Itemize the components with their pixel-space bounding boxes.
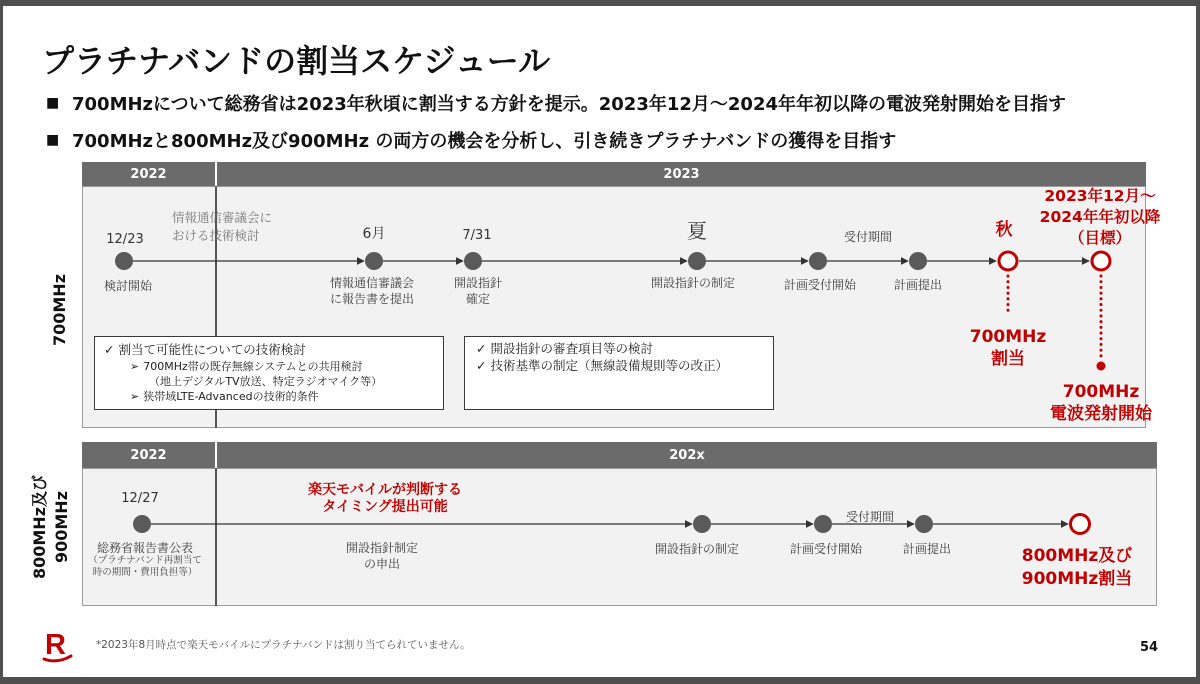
study-period-line: 情報通信審議会に [172,210,273,225]
checklist-text: 技術基準の制定（無線設備規則等の改正） [490,358,728,373]
milestone-label: 計画受付開始 [783,278,857,292]
milestone-label-line: 開設指針 [453,276,503,290]
milestone-label [346,540,418,572]
bullet-text: 700MHzについて総務省は2023年秋頃に割当する方針を提示。2023年12月～2024年年初以降の電波発射開始を目指す [72,94,1067,115]
study-period-note [172,209,272,245]
year-cell-202x: 202x [669,447,705,463]
target-result-line: 割当 [991,349,1025,369]
band-label-line: 900MHz [52,490,71,564]
milestone-label: 検討開始 [103,279,153,293]
year-cell-2022: 2022 [130,447,167,463]
checklist-subtext: 狭帯域LTE-Advancedの技術的条件 [143,390,319,403]
rakuten-logo [40,626,76,666]
milestone-label-line: の申出 [363,557,401,571]
target-result-line: 700MHz [1062,382,1140,402]
check-icon: ✓ [476,341,487,356]
target-ring-node [999,252,1017,270]
target-result [1022,545,1133,591]
study-period-line: おける技術検討 [172,228,260,243]
target-result [1050,381,1152,425]
target-timing-line: 2024年年初以降 [1039,208,1161,226]
milestone-date: 12/23 [106,232,144,247]
milestone-label: 計画受付開始 [789,542,863,556]
milestone-label: 開設指針の制定 [654,542,740,556]
bullet-square-icon: ■ [46,95,60,111]
check-icon: ✓ [476,358,487,373]
footnote: *2023年8月時点で楽天モバイルにプラチナバンドは割り当てられていません。 [96,639,471,651]
acceptance-period-label: 受付期間 [843,230,893,244]
target-timing-line: 2023年12月～ [1044,187,1156,205]
checklist-subtext: 700MHz帯の既存無線システムとの共用検討 [143,360,363,373]
timing-note-line: タイミング提出可能 [322,499,448,515]
milestone-node [693,515,711,533]
milestone-node [688,252,706,270]
checklist-text: 割当て可能性についての技術検討 [118,342,306,357]
milestone-node [464,252,482,270]
milestone-label: 開設指針の制定 [650,276,736,290]
acceptance-period-label: 受付期間 [845,510,895,524]
milestone-node [814,515,832,533]
bullet-square-icon: ■ [46,132,60,148]
target-result-line: 電波発射開始 [1050,404,1152,424]
logo-letter: R [45,629,66,661]
check-icon: ✓ [104,342,115,357]
target-ring-node [1092,252,1110,270]
milestone-date: 7/31 [462,228,492,243]
connector-end-dot [1097,362,1106,371]
milestone-node [909,252,927,270]
checklist-text: 開設指針の審査項目等の検討 [490,341,653,356]
timeline-800-900 [133,515,1090,534]
page-number: 54 [1140,640,1159,655]
milestone-label: 計画提出 [902,542,952,556]
target-timing [1040,186,1161,249]
target-ring-node [1071,515,1090,534]
milestone-node [915,515,933,533]
milestone-season: 夏 [687,219,707,243]
milestone-date: 12/27 [121,491,159,506]
timeline-700 [115,252,1110,371]
arrow-bullet-icon: ➢ [130,390,140,403]
timing-note [308,482,462,516]
target-result-line: 700MHz [969,327,1047,347]
milestone-label: 総務省報告書公表 [96,541,194,555]
milestone-note-line: （プラチナバンド再割当て [88,555,202,566]
target-season: 秋 [995,220,1013,240]
slide-title: プラチナバンドの割当スケジュール [42,42,551,80]
milestone-node [365,252,383,270]
band-label-line: 800MHz及び [30,474,49,580]
milestone-note-line: 時の期間・費用負担等） [92,567,198,578]
target-result-line: 900MHz割当 [1021,569,1133,589]
milestone-note [88,555,201,579]
milestone-node [809,252,827,270]
milestone-label: 計画提出 [893,278,943,292]
arrow-bullet-icon: ➢ [130,360,140,373]
target-result [970,326,1047,370]
band-label-700: 700MHz [50,273,69,347]
year-cell-2023: 2023 [663,166,700,182]
bullet-text: 700MHzと800MHz及び900MHz の両方の機会を分析し、引き続きプラチナバンドの獲得を目指す [72,131,897,152]
milestone-label-line: に報告書を提出 [329,292,415,306]
year-cell-2022: 2022 [130,166,167,182]
milestone-label [330,275,414,307]
milestone-label-line: 情報通信審議会 [329,276,415,290]
milestone-date: 6月 [362,226,386,242]
milestone-label-line: 確定 [465,292,491,306]
checklist-subtext-continuation: （地上デジタルTV放送、特定ラジオマイク等） [149,375,383,388]
milestone-node [115,252,133,270]
target-result-line: 800MHz及び [1021,546,1133,566]
milestone-node [133,515,151,533]
timing-note-line: 楽天モバイルが判断する [308,482,462,498]
milestone-label-line: 開設指針制定 [345,541,419,555]
milestone-label [454,275,502,307]
target-timing-line: （目標） [1068,229,1132,247]
